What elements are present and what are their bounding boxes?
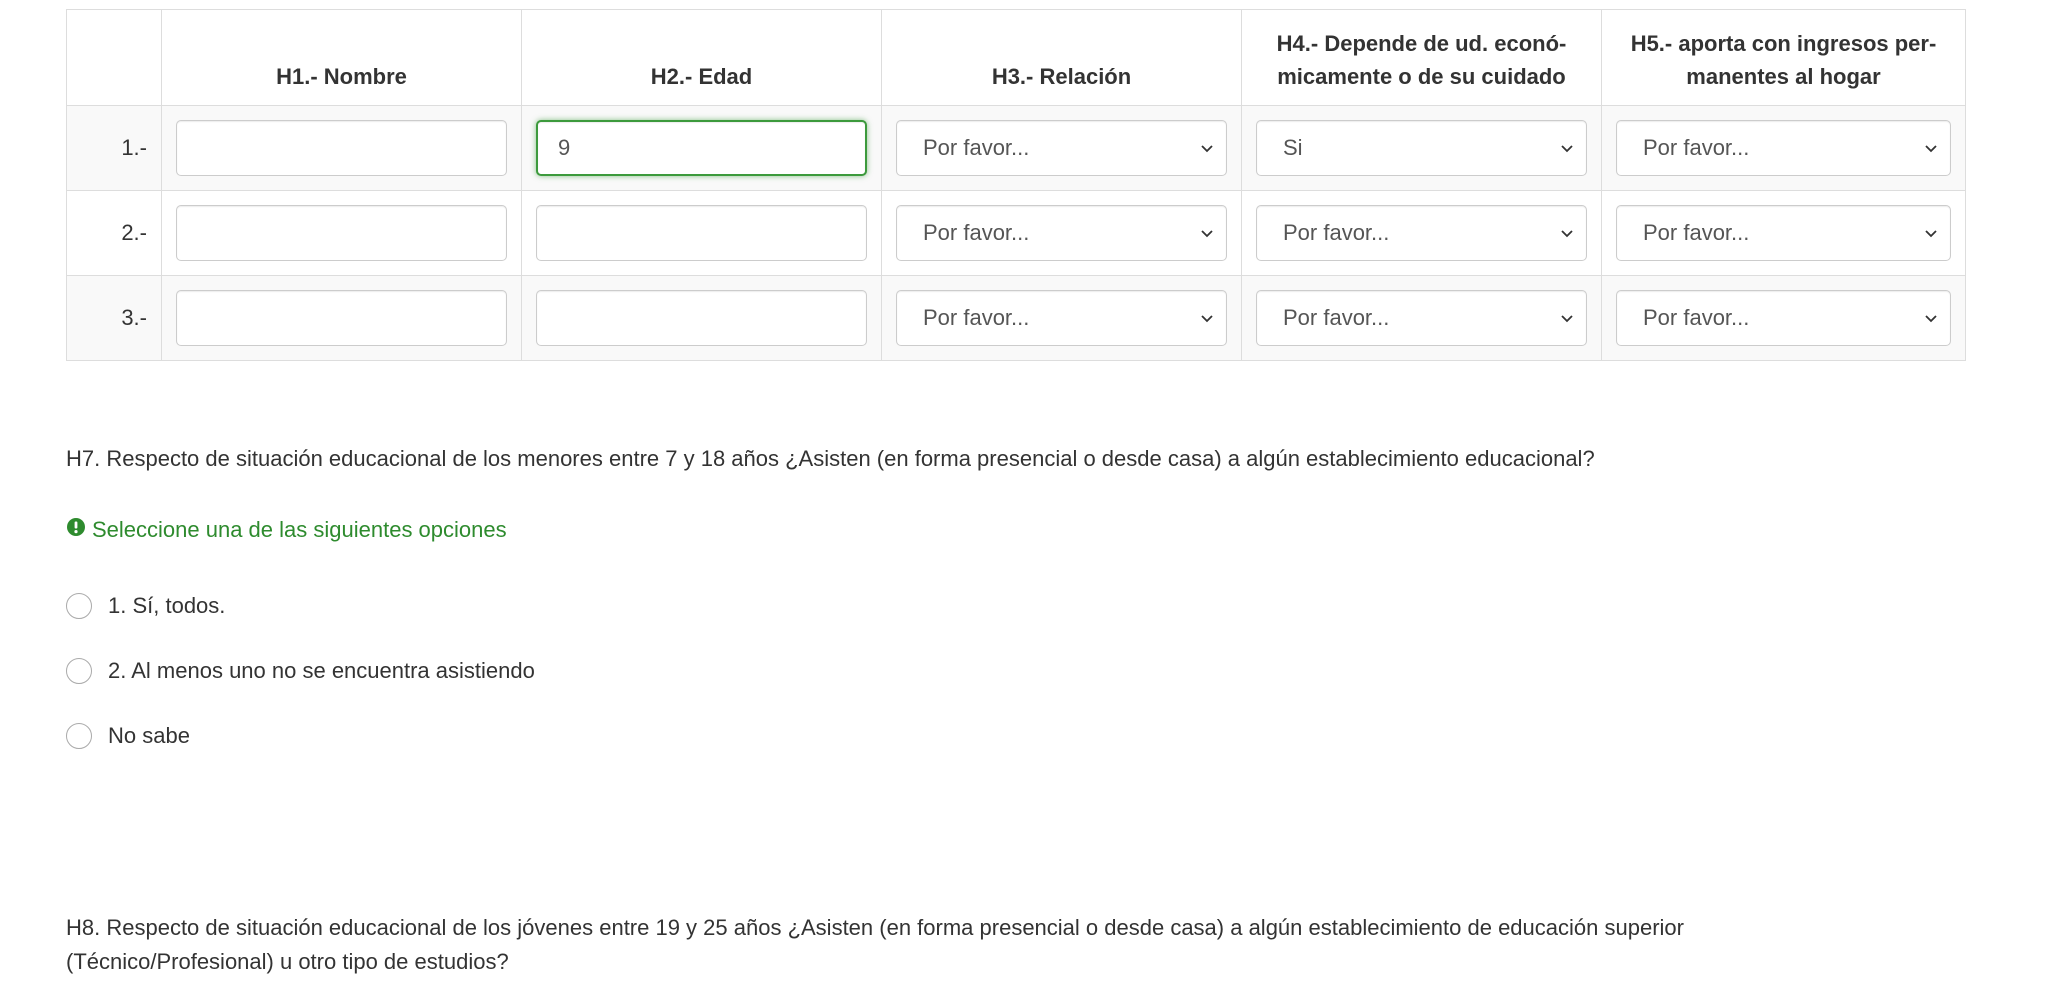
option-label: 2. Al menos uno no se encuentra asistiendo (108, 658, 535, 683)
chevron-down-icon (1924, 206, 1938, 260)
cell-depende (1242, 276, 1602, 361)
help-label: Seleccione una de las siguientes opciones (92, 517, 507, 542)
cell-edad (522, 191, 882, 276)
chevron-down-icon (1560, 121, 1574, 175)
option-label: No sabe (108, 723, 190, 748)
select-value: Por favor... (1643, 135, 1750, 160)
h7-question: H7. Respecto de situación educacional de los menores entre 7 y 18 años ¿Asisten (en forma presencial o desde casa) a algún establecimiento educacional? (66, 446, 1595, 471)
row-number: 1.- (67, 106, 162, 191)
aporta-select[interactable] (1616, 120, 1951, 176)
chevron-down-icon (1200, 291, 1214, 345)
select-value: Por favor... (1283, 305, 1390, 330)
depende-select[interactable] (1256, 290, 1587, 346)
select-value: Por favor... (1283, 220, 1390, 245)
exclamation-circle-icon (66, 517, 86, 543)
depende-select[interactable] (1256, 205, 1587, 261)
cell-aporta (1602, 106, 1966, 191)
table-row (67, 191, 1966, 276)
row-number: 2.- (67, 191, 162, 276)
nombre-input[interactable] (176, 290, 507, 346)
cell-depende (1242, 106, 1602, 191)
select-value: Por favor... (1643, 305, 1750, 330)
nombre-input[interactable] (176, 205, 507, 261)
option-label: 1. Sí, todos. (108, 593, 226, 618)
relacion-select[interactable] (896, 120, 1227, 176)
cell-relacion (882, 191, 1242, 276)
radio-button[interactable] (66, 658, 92, 684)
cell-aporta (1602, 276, 1966, 361)
edad-input[interactable] (536, 120, 867, 176)
header-nombre: H1.- Nombre (162, 10, 522, 106)
header-edad: H2.- Edad (522, 10, 882, 106)
radio-button[interactable] (66, 723, 92, 749)
cell-nombre (162, 191, 522, 276)
h7-option-3[interactable] (66, 723, 190, 749)
aporta-select[interactable] (1616, 205, 1951, 261)
chevron-down-icon (1200, 121, 1214, 175)
header-index (67, 10, 162, 106)
table-row (67, 106, 1966, 191)
cell-edad (522, 106, 882, 191)
table-header-row (67, 10, 1966, 106)
nombre-input[interactable] (176, 120, 507, 176)
select-value: Por favor... (923, 220, 1030, 245)
cell-depende (1242, 191, 1602, 276)
cell-aporta (1602, 191, 1966, 276)
header-depende: H4.- Depende de ud. econó-micamente o de su cuidado (1242, 10, 1602, 106)
select-value: Por favor... (923, 135, 1030, 160)
household-table (66, 9, 1966, 361)
h7-option-1[interactable] (66, 593, 225, 619)
radio-button[interactable] (66, 593, 92, 619)
h7-option-2[interactable] (66, 658, 535, 684)
select-value: Por favor... (923, 305, 1030, 330)
relacion-select[interactable] (896, 290, 1227, 346)
header-relacion: H3.- Relación (882, 10, 1242, 106)
cell-nombre (162, 276, 522, 361)
chevron-down-icon (1924, 291, 1938, 345)
cell-relacion (882, 106, 1242, 191)
chevron-down-icon (1924, 121, 1938, 175)
select-value: Por favor... (1643, 220, 1750, 245)
header-aporta: H5.- aporta con ingresos per-manentes al hogar (1602, 10, 1966, 106)
aporta-select[interactable] (1616, 290, 1951, 346)
chevron-down-icon (1200, 206, 1214, 260)
cell-relacion (882, 276, 1242, 361)
row-number: 3.- (67, 276, 162, 361)
chevron-down-icon (1560, 206, 1574, 260)
depende-select[interactable] (1256, 120, 1587, 176)
select-value: Si (1283, 135, 1303, 160)
h8-question: H8. Respecto de situación educacional de los jóvenes entre 19 y 25 años ¿Asisten (en forma presencial o desde casa) a algún establecimiento de educación superior (Técnico/Profesional) u otro tipo de estudios? (66, 915, 1684, 974)
table-row (67, 276, 1966, 361)
cell-nombre (162, 106, 522, 191)
edad-input[interactable] (536, 205, 867, 261)
h7-help-text (66, 517, 507, 543)
edad-input[interactable] (536, 290, 867, 346)
relacion-select[interactable] (896, 205, 1227, 261)
cell-edad (522, 276, 882, 361)
chevron-down-icon (1560, 291, 1574, 345)
